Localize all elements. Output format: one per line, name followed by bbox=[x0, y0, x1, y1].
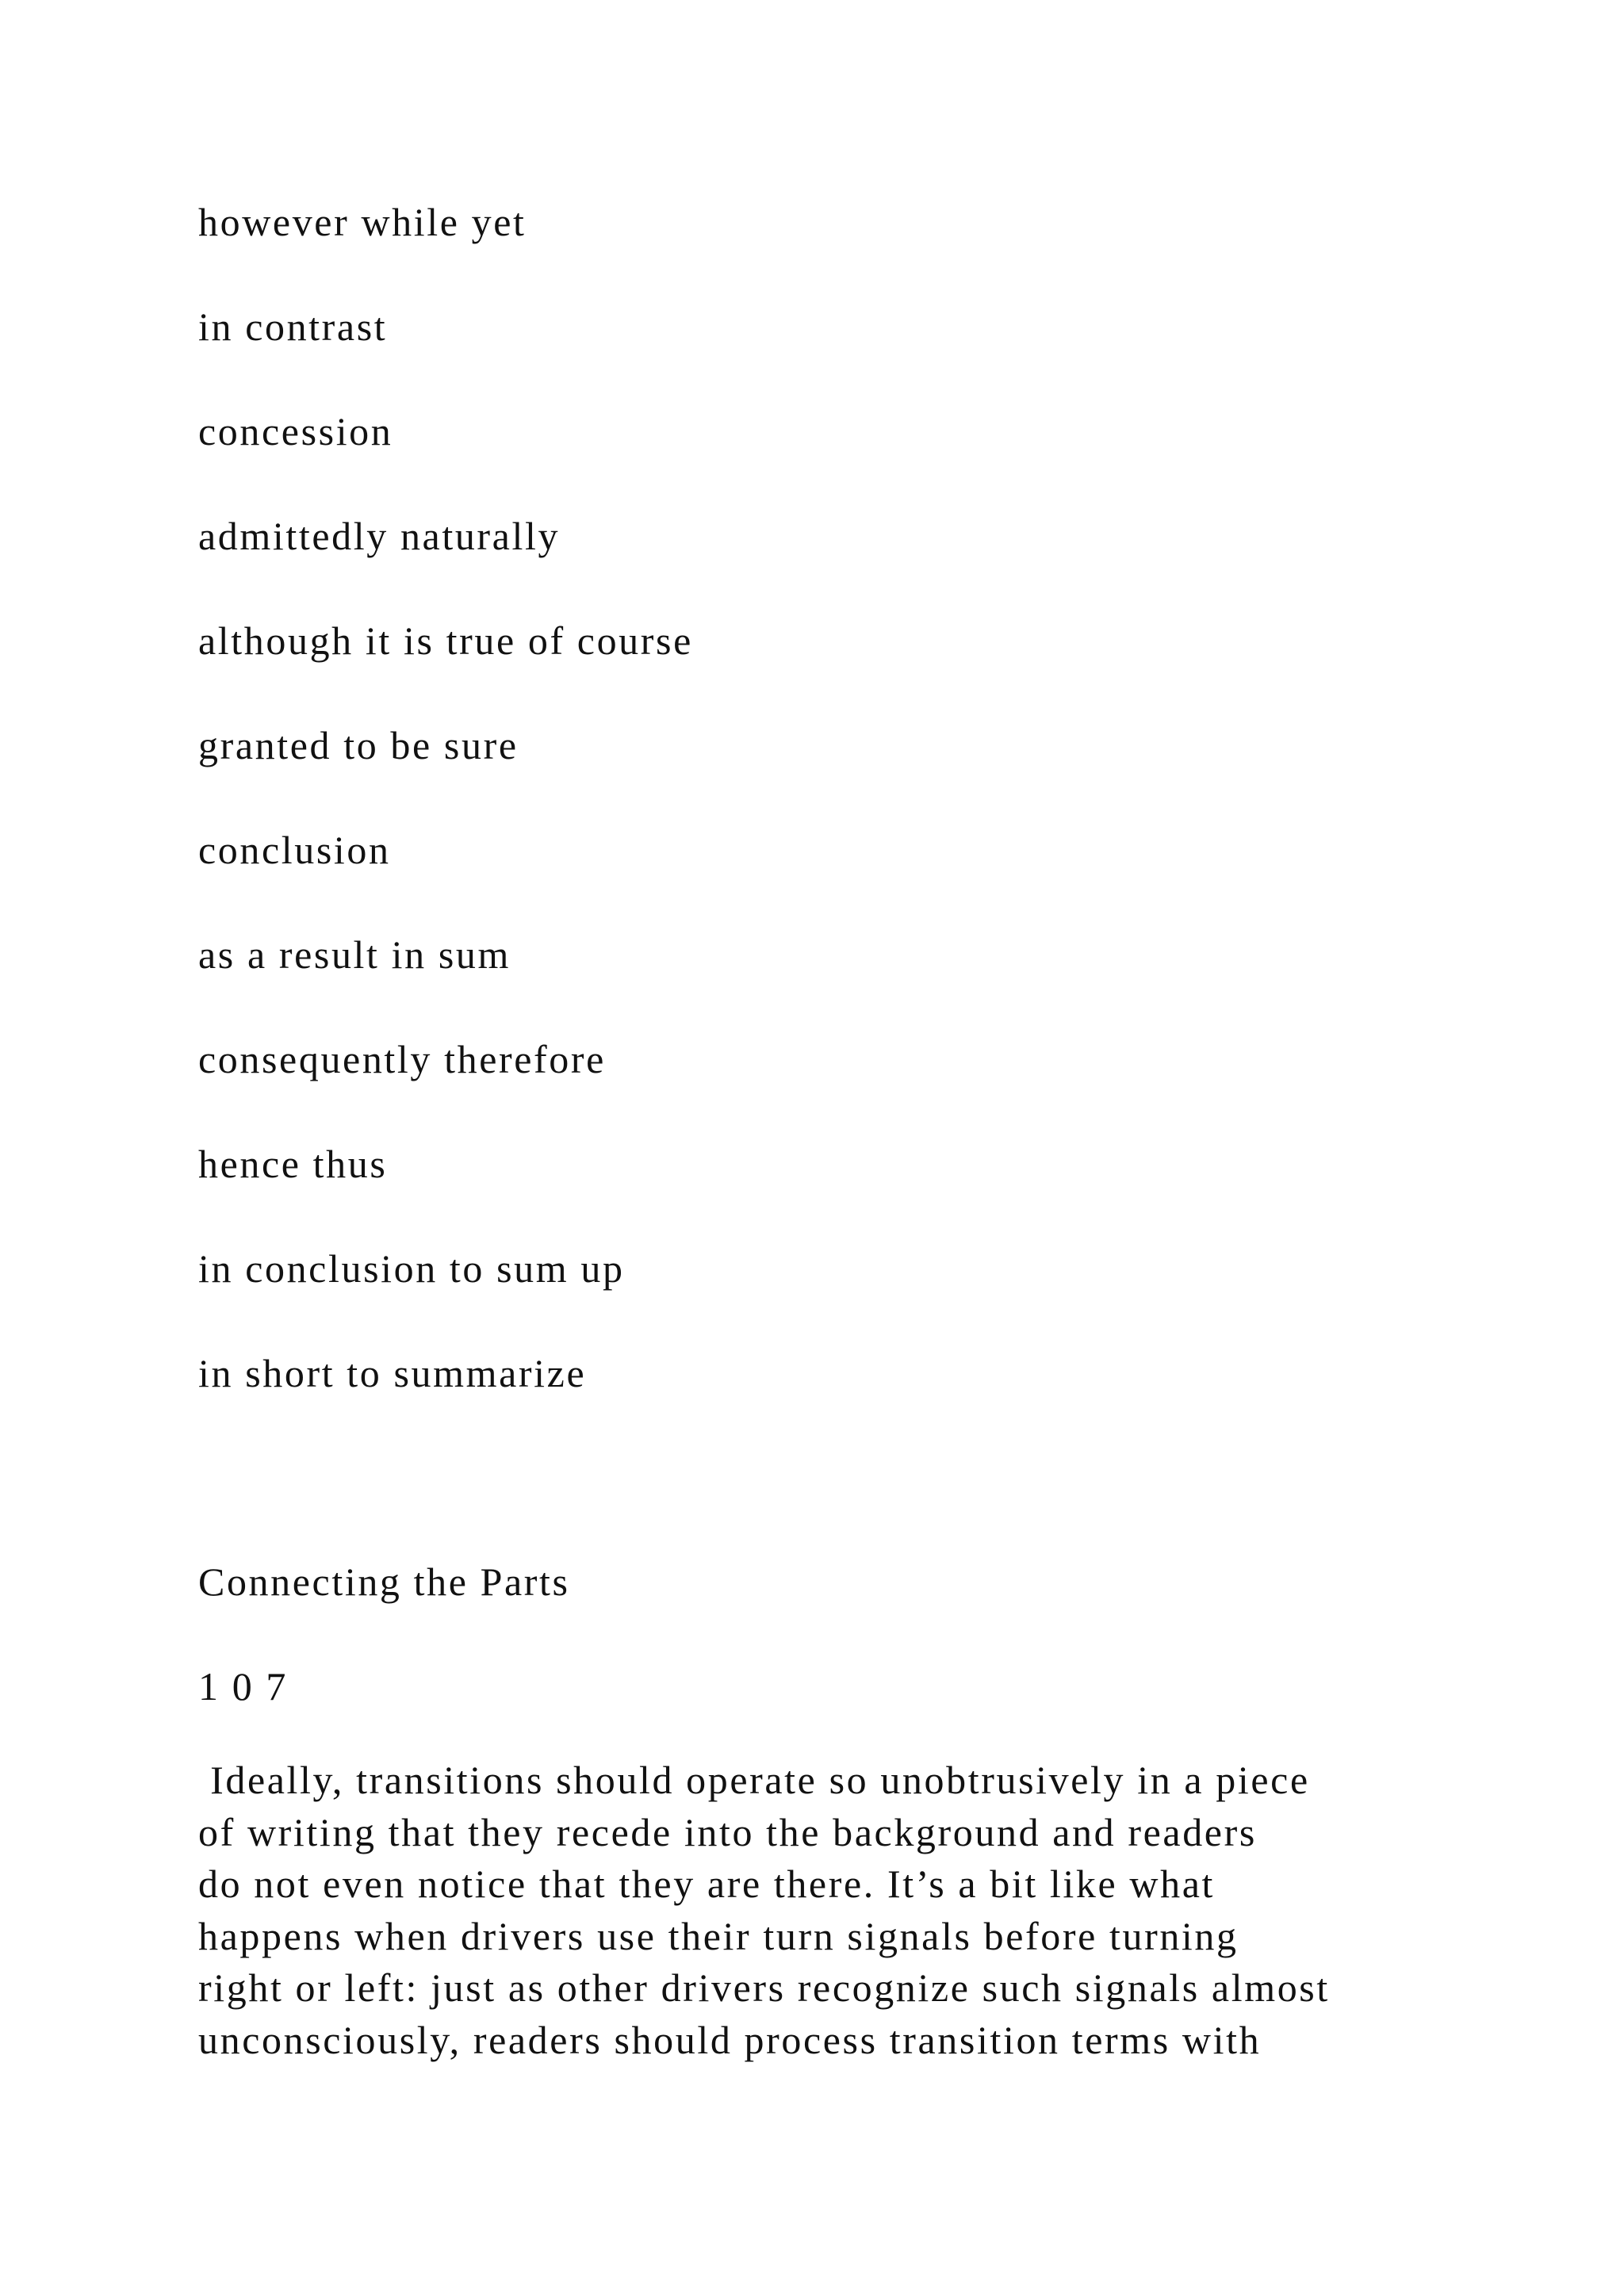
transition-line: granted to be sure bbox=[198, 723, 519, 767]
paragraph-line: of writing that they recede into the background and readers bbox=[198, 1809, 1257, 1854]
paragraph-line: do not even notice that they are there. It’s a bit like what bbox=[198, 1862, 1216, 1906]
paragraph-line: Ideally, transitions should operate so unobtrusively in a piece bbox=[198, 1758, 1310, 1802]
transition-line: however while yet bbox=[198, 200, 527, 244]
transition-line: in conclusion to sum up bbox=[198, 1246, 625, 1291]
paragraph-line: unconsciously, readers should process transition terms with bbox=[198, 2017, 1262, 2062]
transition-line: admittedly naturally bbox=[198, 514, 561, 558]
transition-line: in short to summarize bbox=[198, 1351, 587, 1395]
body-paragraph bbox=[198, 1755, 1467, 2066]
transition-line: although it is true of course bbox=[198, 618, 693, 663]
transition-line: hence thus bbox=[198, 1142, 388, 1186]
transition-line: consequently therefore bbox=[198, 1037, 606, 1081]
transition-line: as a result in sum bbox=[198, 932, 511, 977]
category-heading: in contrast bbox=[198, 304, 388, 349]
running-head: Connecting the Parts bbox=[198, 1559, 570, 1604]
category-heading: conclusion bbox=[198, 828, 391, 872]
paragraph-line: happens when drivers use their turn signals before turning bbox=[198, 1913, 1239, 1958]
page-number: 1 0 7 bbox=[198, 1664, 288, 1709]
category-heading: concession bbox=[198, 409, 393, 453]
paragraph-line: right or left: just as other drivers recognize such signals almost bbox=[198, 1965, 1330, 2010]
